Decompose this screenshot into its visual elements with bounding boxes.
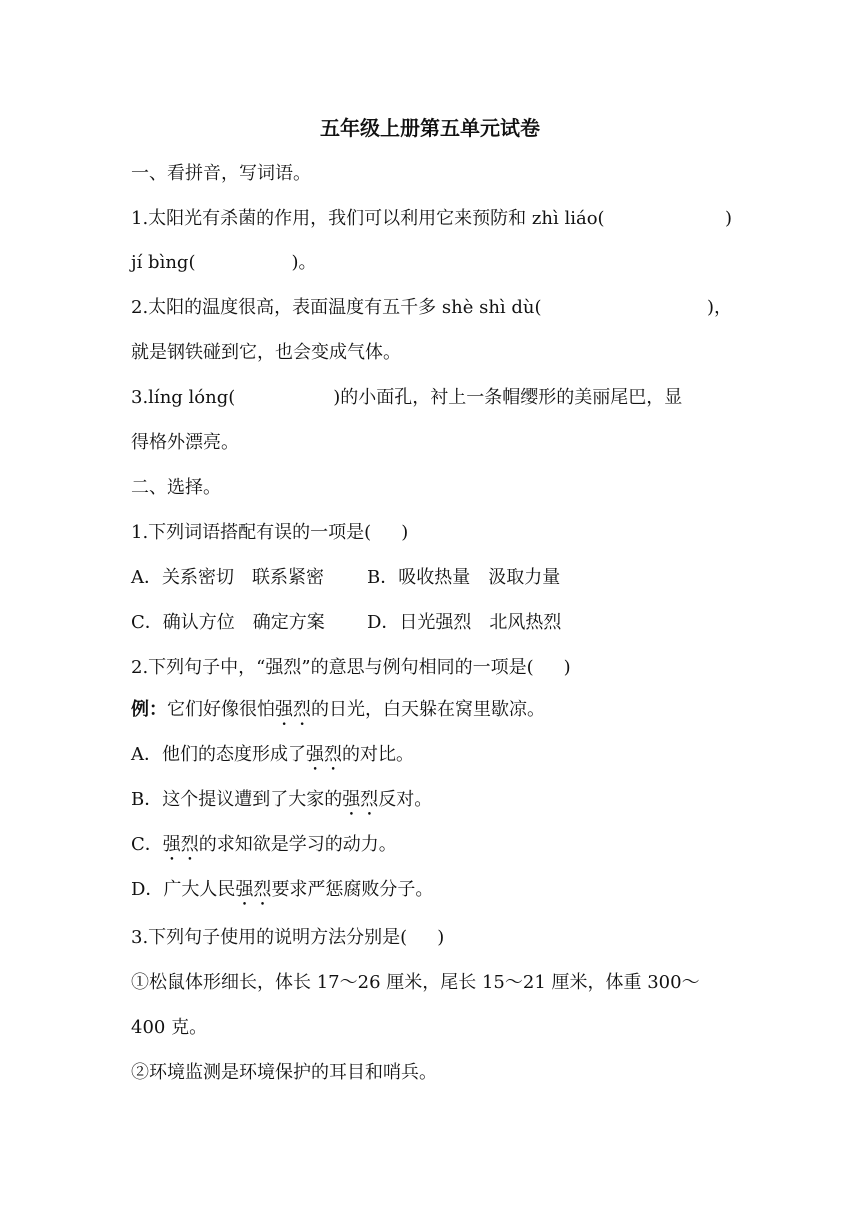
example-key: 强烈 (275, 699, 311, 720)
s2-q2-option-a (131, 741, 732, 775)
section2-heading: 二、选择。 (131, 477, 221, 498)
s1-q3-text-a: 3.líng lóng( (131, 387, 236, 408)
s2-q1-options-cd (131, 609, 732, 637)
option-c-pre: C． (131, 834, 163, 855)
option-d-key: 强烈 (235, 879, 272, 900)
s1-q1-text-d: )。 (291, 252, 317, 273)
s1-q3-text-b: )的小面孔，衬上一条帽缨形的美丽尾巴，显 (333, 387, 683, 408)
s1-q3-line1 (131, 384, 732, 412)
s2-q2-stem-end: ) (563, 657, 571, 678)
s2-q1-options-ab (131, 564, 732, 592)
s2-q3-sentence1-line2: 400 克。 (131, 1017, 208, 1038)
example-pre: 它们好像很怕 (167, 699, 275, 720)
option-b-key: 强烈 (342, 789, 379, 810)
option-c: C．确认方位 确定方案 (131, 612, 325, 633)
option-a-key: 强烈 (306, 744, 342, 765)
s2-q3-stem (131, 924, 732, 952)
section1-heading: 一、看拼音，写词语。 (131, 163, 311, 184)
option-c-post: 的求知欲是学习的动力。 (198, 834, 397, 855)
option-a-pre: A．他们的态度形成了 (131, 744, 306, 765)
s2-q2-stem-text: 2.下列句子中，“强烈”的意思与例句相同的一项是( (131, 657, 534, 678)
s2-q1-stem-end: ) (401, 522, 409, 543)
s1-q1-line1 (131, 205, 732, 233)
option-a-post: 的对比。 (342, 744, 414, 765)
option-d-pre: D．广大人民 (131, 879, 236, 900)
s2-q2-option-c (131, 831, 732, 865)
example-post: 的日光，白天躲在窝里歇凉。 (311, 699, 545, 720)
option-b: B．吸收热量 汲取力量 (367, 567, 561, 588)
s1-q2-text-a: 2.太阳的温度很高，表面温度有五千多 shè shì dù( (131, 297, 542, 318)
page-title: 五年级上册第五单元试卷 (320, 116, 540, 140)
s2-q1-stem (131, 519, 732, 547)
s1-q2-text-c: 就是钢铁碰到它，也会变成气体。 (131, 342, 401, 363)
option-a: A．关系密切 联系紧密 (131, 567, 324, 588)
option-b-pre: B．这个提议遭到了大家的 (131, 789, 343, 810)
s2-q2-option-b (131, 786, 732, 820)
s2-q2-option-d (131, 876, 732, 910)
s1-q1-line2 (131, 249, 732, 277)
s1-q1-text-b: ) (724, 208, 732, 229)
s2-q3-sentence1-line1: ①松鼠体形细长，体长 17～26 厘米，尾长 15～21 厘米，体重 300～ (131, 972, 700, 993)
option-d: D．日光强烈 北风热烈 (367, 612, 562, 633)
s2-q3-stem-text: 3.下列句子使用的说明方法分别是( (131, 927, 408, 948)
s1-q3-text-c: 得格外漂亮。 (131, 432, 239, 453)
s1-q1-text-a: 1.太阳光有杀菌的作用，我们可以利用它来预防和 zhì liáo( (131, 208, 605, 229)
example-label: 例： (131, 699, 167, 720)
s2-q2-stem (131, 654, 732, 682)
s2-q1-stem-text: 1.下列词语搭配有误的一项是( (131, 522, 372, 543)
s2-q3-stem-end: ) (437, 927, 445, 948)
option-b-post: 反对。 (378, 789, 433, 810)
s1-q2-line1 (131, 294, 732, 322)
s2-q2-example (131, 696, 732, 730)
s1-q1-text-c: jí bìng( (131, 252, 196, 273)
option-d-post: 要求严惩腐败分子。 (271, 879, 434, 900)
option-c-key: 强烈 (162, 834, 199, 855)
s2-q3-sentence2: ②环境监测是环境保护的耳目和哨兵。 (131, 1062, 437, 1083)
s1-q2-text-b: )， (706, 297, 732, 318)
